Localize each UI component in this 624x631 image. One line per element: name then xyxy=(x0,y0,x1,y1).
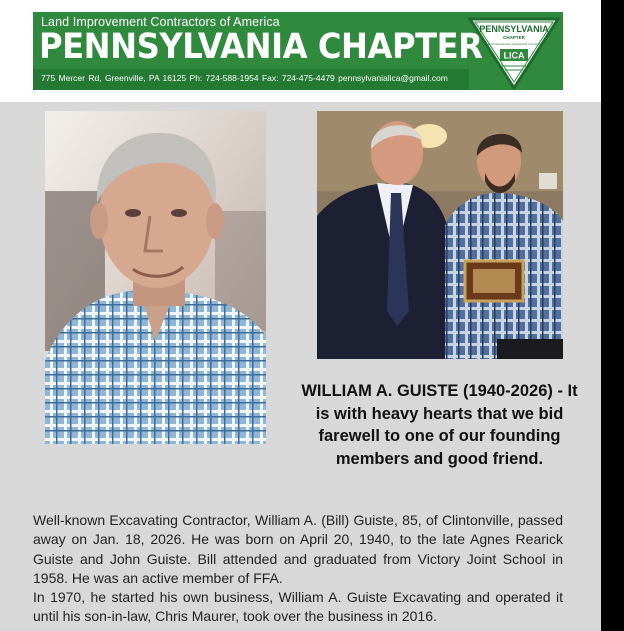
logo-sub-text: CHAPTER xyxy=(503,35,525,40)
memorial-caption: WILLIAM A. GUISTE (1940-2026) - It is with heavy hearts that we bid farewell to one of our founding members and good friend. xyxy=(301,382,578,468)
org-name: Land Improvement Contractors of America xyxy=(41,15,280,29)
logo-emblem-text: LICA xyxy=(503,50,525,61)
logo-top-text: PENNSYLVANIA xyxy=(479,24,549,34)
award-photo xyxy=(317,111,563,359)
article-body xyxy=(33,511,563,627)
contact-line: 775 Mercer Rd, Greenville, PA 16125 Ph: 724-588-1954 Fax: 724-475-4479 pennsylvanialica@gmail.com xyxy=(41,73,448,83)
article-paragraph: Well-known Excavating Contractor, William A. (Bill) Guiste, 85, of Clintonville, passed away on Jan. 18, 2026. He was born on April 20, 1940, to the late Agnes Rearick Guiste and John Guiste. Bill attended and graduated from Victory Joint School in 1958. He was an active member of FFA. xyxy=(33,512,563,586)
lica-logo xyxy=(468,16,560,90)
header-band xyxy=(0,0,601,102)
logo-small-text: Land Improvement Contractors of America xyxy=(485,42,543,46)
chapter-title: PENNSYLVANIA CHAPTER xyxy=(39,27,483,67)
portrait-photo xyxy=(45,111,266,444)
article-paragraph: In 1970, he started his own business, William A. Guiste Excavating and operated it until his son-in-law, Chris Maurer, took over the business in 2016. xyxy=(33,589,563,625)
